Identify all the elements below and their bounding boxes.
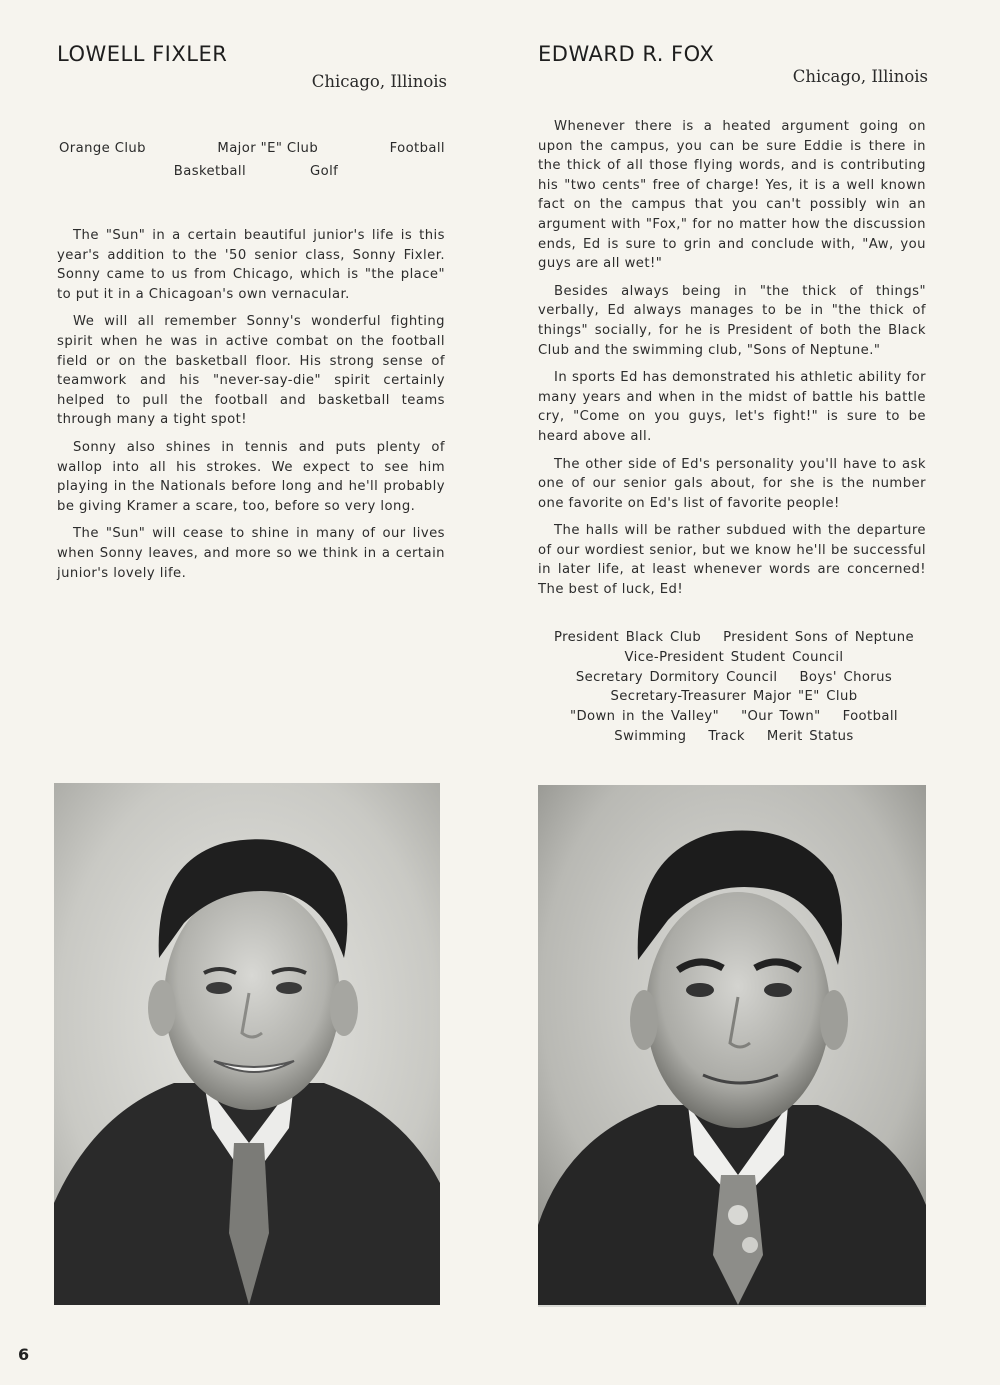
- activities-row: [538, 648, 930, 668]
- activity: "Down in the Valley": [570, 709, 720, 725]
- page-number: 6: [18, 1345, 30, 1364]
- activities-list: [538, 628, 930, 747]
- portrait-image: [538, 785, 926, 1305]
- activities-row: [538, 668, 930, 688]
- activity: Vice-President Student Council: [624, 649, 844, 665]
- activity: Boys' Chorus: [799, 669, 893, 685]
- activity: Swimming: [614, 728, 687, 744]
- bio-paragraph: Whenever there is a heated argument going on upon the campus, you can be sure Eddie is there in the thick of all those flying words, and is contributing his "two cents" free of charge! Yes, it is a well known fact on the campus that you can't possibly win an argument with "Fox," for no matter how the discussion ends, Ed is sure to grin and conclude with, "Aw, you guys are all wet!": [538, 119, 926, 272]
- activity: Secretary Dormitory Council: [575, 669, 778, 685]
- activities-row: [538, 628, 930, 648]
- biography: [57, 226, 445, 591]
- activity: Orange Club: [59, 141, 146, 156]
- activity: Track: [708, 728, 745, 744]
- activities-row: [59, 137, 445, 160]
- bio-paragraph: We will all remember Sonny's wonderful fighting spirit when he was in active combat on the football field or on the basketball floor. His strong sense of teamwork and his "never-say-die" spirit certainly helped to pull the football and basketball teams through many a tight spot!: [57, 314, 445, 428]
- activity: President Sons of Neptune: [723, 630, 914, 645]
- bio-paragraph: In sports Ed has demonstrated his athletic ability for many years and when in the midst of battle his battle cry, "Come on you guys, let's fight!" is sure to be heard above all.: [538, 370, 926, 444]
- bio-paragraph: The "Sun" will cease to shine in many of our lives when Sonny leaves, and more so we think in a certain junior's lovely life.: [57, 526, 445, 581]
- activity: Major "E" Club: [217, 141, 319, 156]
- hometown: Chicago, Illinois: [792, 67, 928, 86]
- bio-paragraph: The "Sun" in a certain beautiful junior's life is this year's addition to the '50 senior class, Sonny Fixler. Sonny came to us from Chicago, which is "the place" to put it in a Chicagoan's own vernacular.: [57, 228, 445, 302]
- portrait-photo: [538, 785, 926, 1307]
- student-name: EDWARD R. FOX: [538, 42, 715, 66]
- biography: [538, 117, 926, 608]
- activities-row: [538, 727, 930, 747]
- activities-row: [538, 707, 930, 727]
- activity: Secretary-Treasurer Major "E" Club: [610, 689, 858, 705]
- activities-row: [59, 160, 445, 183]
- activity: "Our Town": [741, 709, 821, 725]
- activity: Football: [389, 141, 445, 156]
- bio-paragraph: The other side of Ed's personality you'll have to ask one of our senior gals about, for she is the number one favorite on Ed's list of favorite people!: [538, 456, 926, 511]
- activity: Golf: [310, 164, 339, 179]
- activity: Basketball: [173, 164, 247, 179]
- bio-paragraph: Sonny also shines in tennis and puts plenty of wallop into all his strokes. We expect to see him playing in the Nationals before long and he'll probably be giving Kramer a scare, too, before so very long.: [57, 439, 445, 514]
- student-name: LOWELL FIXLER: [57, 42, 228, 66]
- activity: Football: [842, 709, 898, 725]
- activity: Merit Status: [766, 728, 854, 744]
- portrait-photo: [54, 783, 440, 1305]
- activities-row: [538, 687, 930, 707]
- hometown: Chicago, Illinois: [311, 72, 447, 91]
- activities-list: [59, 137, 445, 183]
- bio-paragraph: The halls will be rather subdued with the departure of our wordiest senior, but we know he'll be successful in later life, at least whenever words are concerned! The best of luck, Ed!: [538, 523, 926, 598]
- bio-paragraph: Besides always being in "the thick of things" verbally, Ed always manages to be in "the thick of things" socially, for he is President of both the Black Club and the swimming club, "Sons of Neptune.": [538, 283, 926, 358]
- activity: President Black Club: [553, 630, 702, 645]
- portrait-image: [54, 783, 440, 1305]
